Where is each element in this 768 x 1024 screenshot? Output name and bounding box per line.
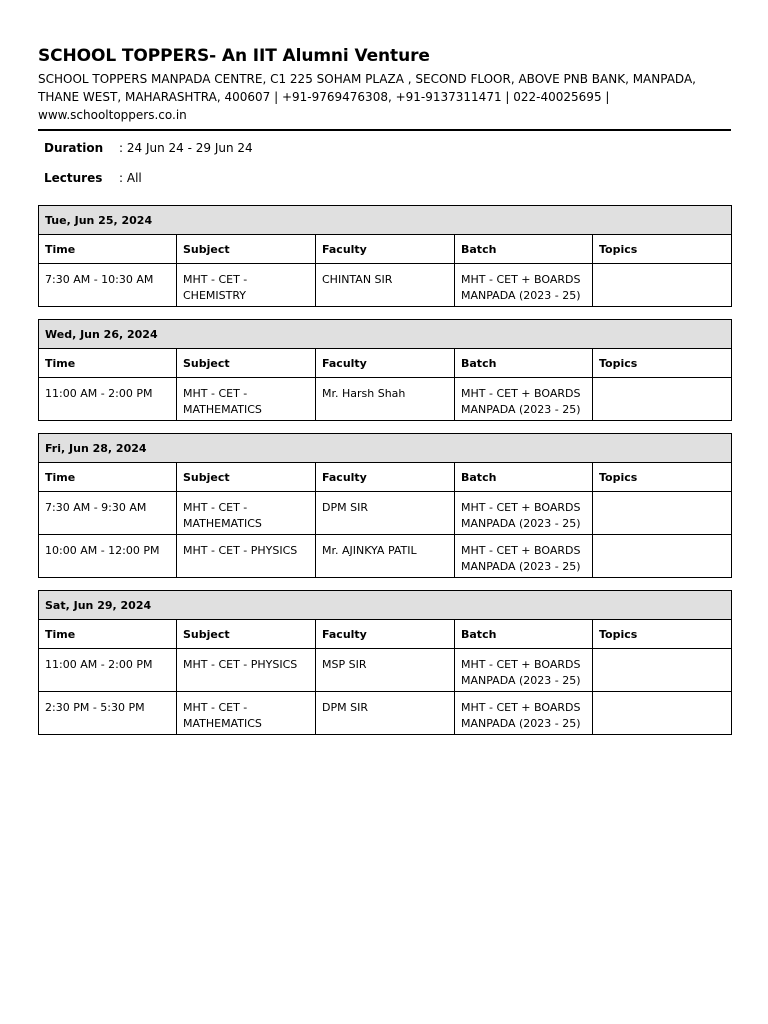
address-line: SCHOOL TOPPERS MANPADA CENTRE, C1 225 SOHAM PLAZA , SECOND FLOOR, ABOVE PNB BANK, MANPADA, <box>38 72 696 86</box>
column-header-row <box>39 349 732 378</box>
column-header-faculty: Faculty <box>316 235 455 264</box>
cell-faculty: DPM SIR <box>316 492 455 535</box>
day-date: Fri, Jun 28, 2024 <box>39 434 732 463</box>
table-row <box>39 264 732 307</box>
cell-time: 7:30 AM - 9:30 AM <box>39 492 177 535</box>
cell-subject: MHT - CET - PHYSICS <box>177 535 316 578</box>
day-date: Wed, Jun 26, 2024 <box>39 320 732 349</box>
cell-topics <box>593 492 732 535</box>
day-date: Sat, Jun 29, 2024 <box>39 591 732 620</box>
day-header-row <box>39 591 732 620</box>
cell-topics <box>593 264 732 307</box>
cell-time: 11:00 AM - 2:00 PM <box>39 378 177 421</box>
column-header-subject: Subject <box>177 349 316 378</box>
column-header-faculty: Faculty <box>316 620 455 649</box>
address-line: THANE WEST, MAHARASHTRA, 400607 | +91-9769476308, +91-9137311471 | 022-40025695 | <box>38 90 610 104</box>
lectures-value: : All <box>119 171 142 185</box>
cell-batch: MHT - CET + BOARDS MANPADA (2023 - 25) <box>455 535 593 578</box>
duration-value: : 24 Jun 24 - 29 Jun 24 <box>119 141 253 155</box>
cell-batch: MHT - CET + BOARDS MANPADA (2023 - 25) <box>455 378 593 421</box>
column-header-topics: Topics <box>593 349 732 378</box>
cell-faculty: Mr. AJINKYA PATIL <box>316 535 455 578</box>
day-table <box>38 433 732 578</box>
day-date: Tue, Jun 25, 2024 <box>39 206 732 235</box>
page-title: SCHOOL TOPPERS- An IIT Alumni Venture <box>38 46 430 66</box>
schedule-meta <box>38 139 731 199</box>
column-header-time: Time <box>39 620 177 649</box>
table-row <box>39 378 732 421</box>
column-header-batch: Batch <box>455 349 593 378</box>
day-table <box>38 319 732 421</box>
column-header-faculty: Faculty <box>316 349 455 378</box>
cell-time: 10:00 AM - 12:00 PM <box>39 535 177 578</box>
duration-row <box>38 139 731 169</box>
day-header-row <box>39 434 732 463</box>
cell-subject: MHT - CET - MATHEMATICS <box>177 378 316 421</box>
cell-topics <box>593 535 732 578</box>
column-header-topics: Topics <box>593 235 732 264</box>
website-text: www.schooltoppers.co.in <box>38 108 187 122</box>
cell-time: 7:30 AM - 10:30 AM <box>39 264 177 307</box>
cell-subject: MHT - CET - MATHEMATICS <box>177 692 316 735</box>
cell-topics <box>593 378 732 421</box>
day-table <box>38 205 732 307</box>
cell-topics <box>593 692 732 735</box>
centre-address <box>38 70 731 124</box>
column-header-row <box>39 235 732 264</box>
column-header-row <box>39 620 732 649</box>
column-header-faculty: Faculty <box>316 463 455 492</box>
column-header-batch: Batch <box>455 463 593 492</box>
column-header-subject: Subject <box>177 620 316 649</box>
day-schedule <box>38 205 731 307</box>
table-row <box>39 649 732 692</box>
column-header-time: Time <box>39 349 177 378</box>
timetable-page <box>38 44 731 735</box>
table-row <box>39 492 732 535</box>
day-schedule <box>38 433 731 578</box>
column-header-subject: Subject <box>177 463 316 492</box>
lectures-label: Lectures <box>44 171 103 185</box>
cell-faculty: CHINTAN SIR <box>316 264 455 307</box>
column-header-time: Time <box>39 463 177 492</box>
day-header-row <box>39 320 732 349</box>
cell-time: 2:30 PM - 5:30 PM <box>39 692 177 735</box>
column-header-batch: Batch <box>455 235 593 264</box>
duration-label: Duration <box>44 141 104 155</box>
column-header-batch: Batch <box>455 620 593 649</box>
cell-batch: MHT - CET + BOARDS MANPADA (2023 - 25) <box>455 649 593 692</box>
day-header-row <box>39 206 732 235</box>
column-header-topics: Topics <box>593 620 732 649</box>
lectures-row <box>38 169 731 199</box>
cell-batch: MHT - CET + BOARDS MANPADA (2023 - 25) <box>455 492 593 535</box>
column-header-topics: Topics <box>593 463 732 492</box>
day-table <box>38 590 732 735</box>
cell-time: 11:00 AM - 2:00 PM <box>39 649 177 692</box>
table-row <box>39 535 732 578</box>
column-header-row <box>39 463 732 492</box>
header-divider <box>38 129 731 131</box>
column-header-subject: Subject <box>177 235 316 264</box>
cell-faculty: DPM SIR <box>316 692 455 735</box>
cell-subject: MHT - CET - CHEMISTRY <box>177 264 316 307</box>
cell-subject: MHT - CET - PHYSICS <box>177 649 316 692</box>
cell-batch: MHT - CET + BOARDS MANPADA (2023 - 25) <box>455 692 593 735</box>
column-header-time: Time <box>39 235 177 264</box>
cell-faculty: Mr. Harsh Shah <box>316 378 455 421</box>
day-schedule <box>38 319 731 421</box>
table-row <box>39 692 732 735</box>
day-schedule <box>38 590 731 735</box>
cell-faculty: MSP SIR <box>316 649 455 692</box>
cell-topics <box>593 649 732 692</box>
cell-subject: MHT - CET - MATHEMATICS <box>177 492 316 535</box>
cell-batch: MHT - CET + BOARDS MANPADA (2023 - 25) <box>455 264 593 307</box>
day-schedules <box>38 205 731 735</box>
